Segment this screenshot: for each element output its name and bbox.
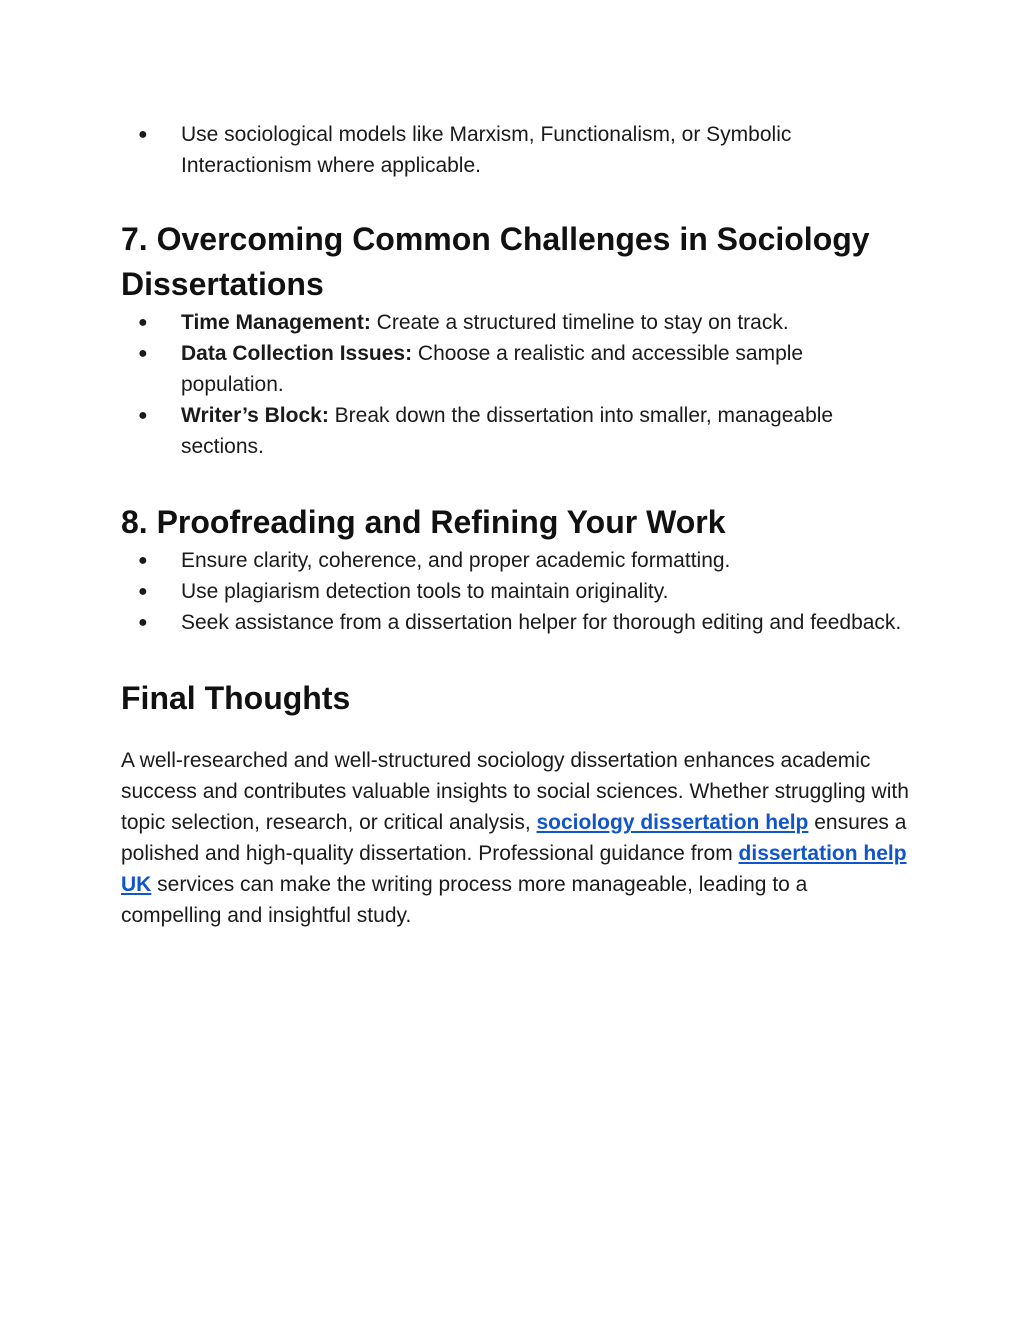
bullet-term: Data Collection Issues: [181, 342, 413, 365]
bullet-text: Ensure clarity, coherence, and proper academic formatting. [181, 549, 731, 572]
proofreading-bullet-list [121, 545, 911, 638]
bullet-icon: ● [138, 126, 148, 143]
list-item [121, 607, 911, 638]
bullet-text: Choose a realistic and accessible sample population. [181, 342, 804, 396]
list-item [121, 307, 911, 338]
list-item [121, 119, 911, 181]
final-thoughts-paragraph [121, 745, 911, 931]
bullet-icon: ● [138, 345, 148, 362]
section-heading-challenges: 7. Overcoming Common Challenges in Sociology Dissertations [121, 221, 870, 302]
bullet-text: Use sociological models like Marxism, Functionalism, or Symbolic Interactionism where applicable. [181, 123, 792, 177]
paragraph-text: ensures a polished and high-quality dissertation. Professional guidance from [121, 811, 907, 865]
paragraph-text: services can make the writing process more manageable, leading to a compelling and insightful study. [121, 873, 808, 927]
challenges-bullet-list [121, 307, 911, 462]
bullet-icon: ● [138, 614, 148, 631]
list-item [121, 338, 911, 400]
dissertation-help-uk-link[interactable]: dissertation help UK [121, 842, 907, 896]
bullet-term: Time Management: [181, 311, 371, 334]
paragraph-text: A well-researched and well-structured sociology dissertation enhances academic success and contributes valuable insights to social sciences. Whether struggling with topic selection, research, or critical analysis, [121, 749, 909, 834]
sociology-dissertation-help-link[interactable]: sociology dissertation help [536, 811, 809, 834]
bullet-text: Create a structured timeline to stay on track. [370, 311, 789, 334]
bullet-term: Writer’s Block: [181, 404, 329, 427]
list-item [121, 576, 911, 607]
bullet-text: Seek assistance from a dissertation helper for thorough editing and feedback. [181, 611, 902, 634]
list-item [121, 400, 911, 462]
bullet-icon: ● [138, 583, 148, 600]
bullet-text: Break down the dissertation into smaller, manageable sections. [181, 404, 834, 458]
section-heading-final-thoughts: Final Thoughts [121, 680, 351, 716]
bullet-text: Use plagiarism detection tools to maintain originality. [181, 580, 669, 603]
document-content [121, 119, 911, 931]
list-item [121, 545, 911, 576]
section-heading-proofreading: 8. Proofreading and Refining Your Work [121, 504, 726, 540]
bullet-icon: ● [138, 407, 148, 424]
models-bullet-list [121, 119, 911, 181]
bullet-icon: ● [138, 314, 148, 331]
bullet-icon: ● [138, 552, 148, 569]
